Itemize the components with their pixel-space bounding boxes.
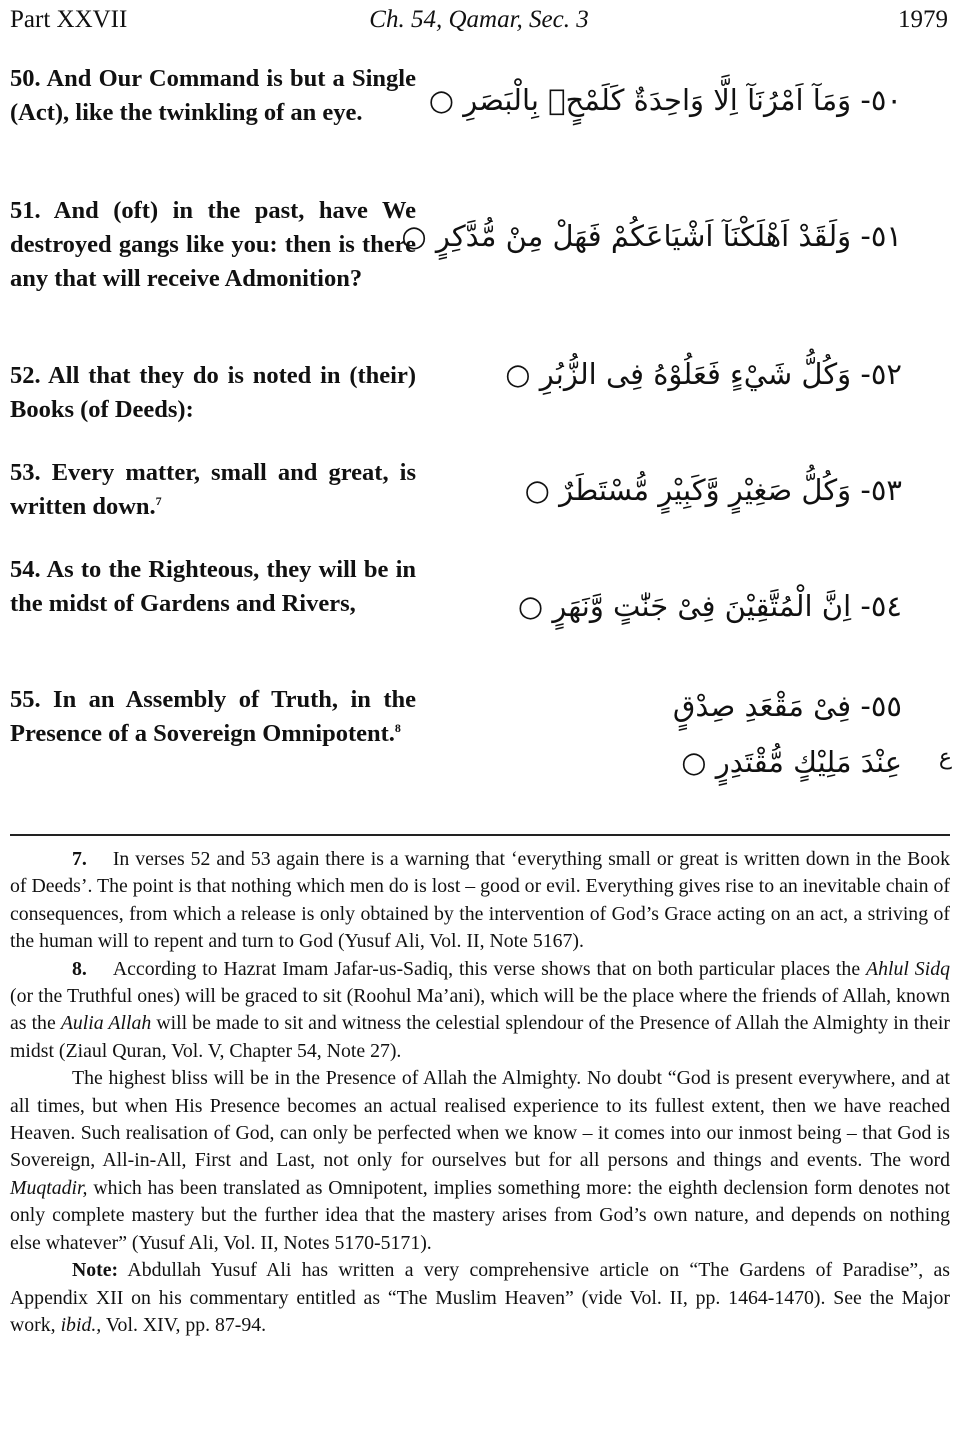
verse-50-arabic: ٥٠- وَمَآ اَمْرُنَآ اِلَّا وَاحِدَةٌ كَلَمْحٍۭ بِالْبَصَرِ ○ (428, 83, 902, 117)
footnote-7: 7. In verses 52 and 53 again there is a warning that ‘everything small or great is written down in the Book of Deeds’. The point is that nothing which men do is lost – good or evil. Everything gives rise to an inevitable chain of consequences, from which a release is only obtained by the intervention of God’s Grace acting on an act, a striving of the human will to repent and turn to God (Yusuf Ali, Vol. II, Note 5167). (10, 848, 950, 953)
verse-52-english: 52. All that they do is noted in (their) Books (of Deeds): (10, 362, 416, 423)
footnote-divider (10, 834, 950, 836)
footnote-ref-8: 8 (394, 720, 401, 735)
verse-52-arabic: ٥٢- وَكُلُّ شَيْءٍ فَعَلُوْهُ فِى الزُّبُرِ ○ (505, 357, 902, 391)
verse-54-arabic: ٥٤- اِنَّ الْمُتَّقِيْنَ فِىْ جَنّٰتٍ وَّنَهَرٍ ○ (517, 589, 902, 623)
commentary-paragraph: The highest bliss will be in the Presence of Allah the Almighty. No doubt “God is present everywhere, and at all times, but when His Presence becomes an actual realised experience to its fullest extent, then we have reached Heaven. Such realisation of God, can only be perfected when we know – it comes into our inmost being – that God is Sovereign, All-in-All, First and Last, not only for ourselves but for all persons and things and events. The word Muqtadir, which has been translated as Omnipotent, implies something more: the eighth declension form denotes not only complete mastery but the further idea that the mastery arises from God’s own nature, and depends on nothing else whatever” (Yusuf Ali, Vol. II, Notes 5170-5171). (10, 1067, 950, 1254)
chapter-title: Ch. 54, Qamar, Sec. 3 (369, 6, 589, 33)
ruku-mark: ع (938, 745, 952, 770)
verse-53-english: 53. Every matter, small and great, is written down.$^7$ (10, 459, 416, 520)
page-number: 1979 (898, 6, 948, 33)
part-label: Part XXVII (10, 6, 128, 33)
verse-50-english: 50. And Our Command is but a Single (Act), like the twinkling of an eye. (10, 65, 416, 126)
verse-55-arabic-line2: عِنْدَ مَلِيْكٍ مُّقْتَدِرٍ ○ (681, 745, 902, 779)
verse-53-arabic: ٥٣- وَكُلُّ صَغِيْرٍ وَّكَبِيْرٍ مُّسْتَطَرٌ ○ (524, 473, 902, 507)
note-paragraph: Note: Abdullah Yusuf Ali has written a very comprehensive article on “The Gardens of Paradise”, as Appendix XII on his commentary entitled as “The Muslim Heaven” (vide Vol. II, pp. 1464-1470). See the Major work, ibid., Vol. XIV, pp. 87-94. (10, 1259, 950, 1336)
footnote-8: 8. According to Hazrat Imam Jafar-us-Sadiq, this verse shows that on both particular places the Ahlul Sidq (or the Truthful ones) will be graced to sit (Roohul Ma’ani), which will be the place where the friends of Allah, known as the Aulia Allah will be made to sit and witness the celestial splendour of the Presence of Allah the Almighty in their midst (Ziaul Quran, Vol. V, Chapter 54, Note 27). (10, 957, 950, 1062)
verse-51-arabic: ٥١- وَلَقَدْ اَهْلَكْنَآ اَشْيَاعَكُمْ فَهَلْ مِنْ مُّدَّكِرٍ ○ (401, 219, 902, 253)
page-header (10, 6, 948, 36)
verse-55-english: 55. In an Assembly of Truth, in the Presence of a Sovereign Omnipotent.$^8$ (10, 686, 416, 747)
verse-54-english: 54. As to the Righteous, they will be in the midst of Gardens and Rivers, (10, 556, 416, 617)
footnotes (10, 846, 950, 1339)
verse-55-arabic: ٥٥- فِىْ مَقْعَدِ صِدْقٍ (672, 689, 902, 723)
verse-51-english: 51. And (oft) in the past, have We destroyed gangs like you: then is there any that will receive Admonition? (10, 197, 416, 292)
footnote-ref-7: 7 (155, 493, 162, 508)
